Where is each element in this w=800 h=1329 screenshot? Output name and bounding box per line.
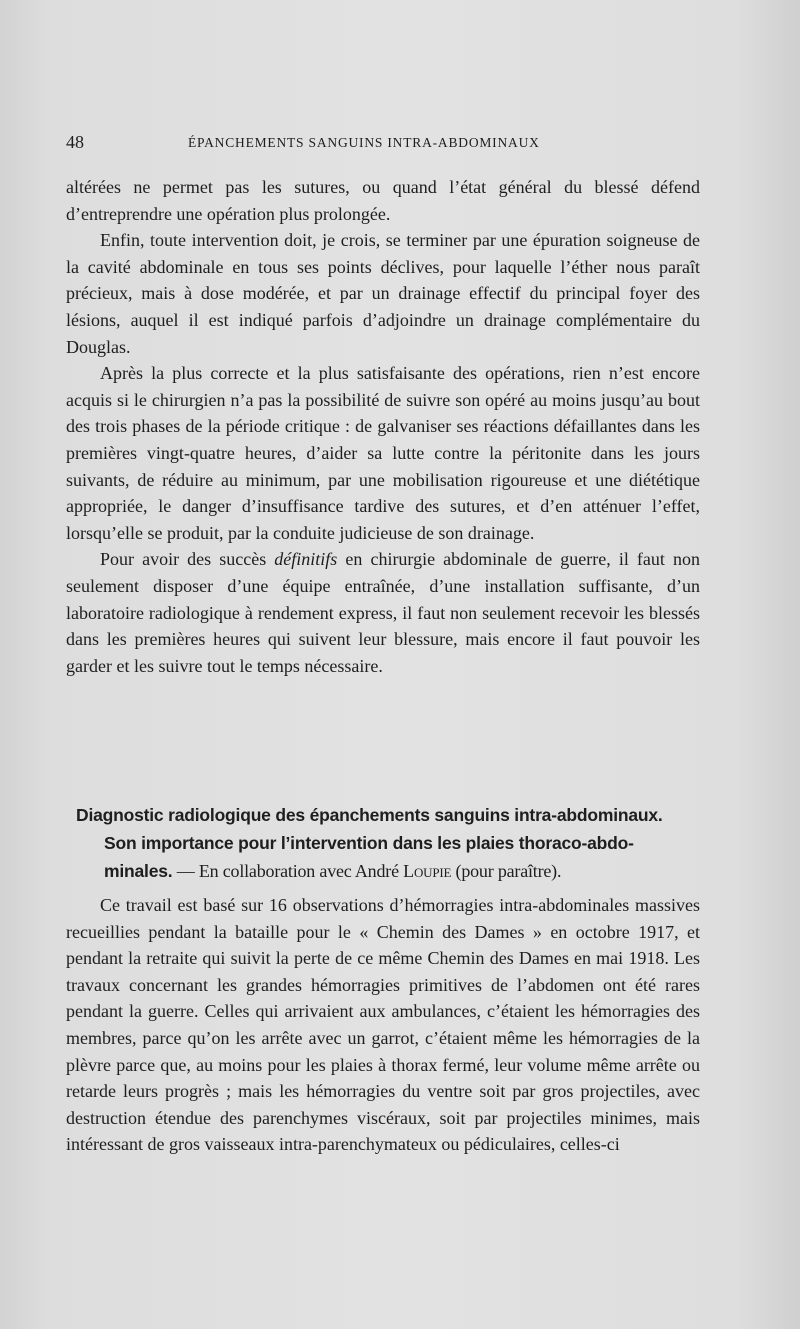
- heading-line-1: Diagnostic radiologique des épanchements sanguins intra-abdominaux.: [76, 805, 663, 825]
- paragraph-postoperative: Après la plus correcte et la plus satisfaisante des opérations, rien n’est encore acquis si le chirurgien n’a pas la possibilité de suivre son opéré au moins jusqu’au bout des trois phases de la période critique : de galvaniser ses réactions défaillantes dans les premières vingt-quatre heures, d’aider sa lutte contre la péritonite dans les jours suivants, de réduire au minimum, par une mobilisation rigoureuse et une diététique appropriée, le danger d’insuffisance tardive des sutures, et d’en atténuer l’effet, lorsqu’elle se produit, par la conduite judicieuse de son drainage.: [66, 363, 700, 543]
- paragraph-drainage: Enfin, toute intervention doit, je crois, se terminer par une épuration soigneuse de la cavité abdominale en tous ses points déclives, pour laquelle l’éther nous paraît précieux, mais à dose modérée, et par un drainage effectif du principal foyer des lésions, auquel il est indiqué parfois d’adjoindre un drainage complémentaire du Douglas.: [66, 230, 700, 357]
- body-text-top: [66, 174, 700, 679]
- paragraph-success-start: Pour avoir des succès: [100, 549, 275, 570]
- paragraph-success-end: en chirurgie abdominale de guerre, il faut non seulement disposer d’une équipe entraînée, d’une installation suffisante, d’un laboratoire radiologique à rendement express, il faut non seulement recevoir les blessés dans les premières heures qui suivent leur blessure, mais encore il faut pouvoir les garder et les suivre tout le temps nécessaire.: [66, 549, 700, 676]
- page-header: [66, 132, 700, 156]
- heading-line-3: [76, 857, 700, 885]
- paragraph-continued: altérées ne permet pas les sutures, ou quand l’état général du blessé défend d’entreprendre une opération plus prolongée.: [66, 177, 700, 224]
- running-title: ÉPANCHEMENTS SANGUINS INTRA-ABDOMINAUX: [188, 135, 540, 150]
- heading-author-surname: Loupie: [403, 861, 452, 881]
- paragraph-success: [66, 546, 700, 679]
- heading-collaboration: — En collaboration avec André: [172, 861, 404, 881]
- page-number: 48: [66, 132, 84, 152]
- heading-status: (pour paraître).: [451, 861, 562, 881]
- heading-line-3-bold: minales.: [104, 861, 173, 881]
- heading-line-2: Son importance pour l’intervention dans les plaies thoraco-abdo-: [104, 833, 634, 853]
- section-heading: [76, 801, 700, 885]
- body-text-bottom: [66, 892, 700, 1158]
- emphasis-definitifs: définitifs: [274, 549, 338, 570]
- paragraph-observations: Ce travail est basé sur 16 observations d’hémorragies intra-abdominales massives recueillies pendant la bataille pour le « Chemin des Dames » en octobre 1917, et pendant la retraite qui suivit la perte de ce même Chemin des Dames en mai 1918. Les travaux concernant les grandes hémorragies primitives de l’abdomen ont été rares pendant la guerre. Celles qui arrivaient aux ambulances, c’étaient les hémorragies des membres, parce qu’on les arrête avec un garrot, c’étaient même les hémorragies de la plèvre parce que, au moins pour les plaies à thorax fermé, leur volume même arrête ou retarde leurs progrès ; mais les hémorragies du ventre soit par gros projectiles, avec destruction étendue des parenchymes viscéraux, soit par projectiles minimes, mais intéressant de gros vaisseaux intra-parenchymateux ou pédiculaires, celles-ci: [66, 895, 700, 1155]
